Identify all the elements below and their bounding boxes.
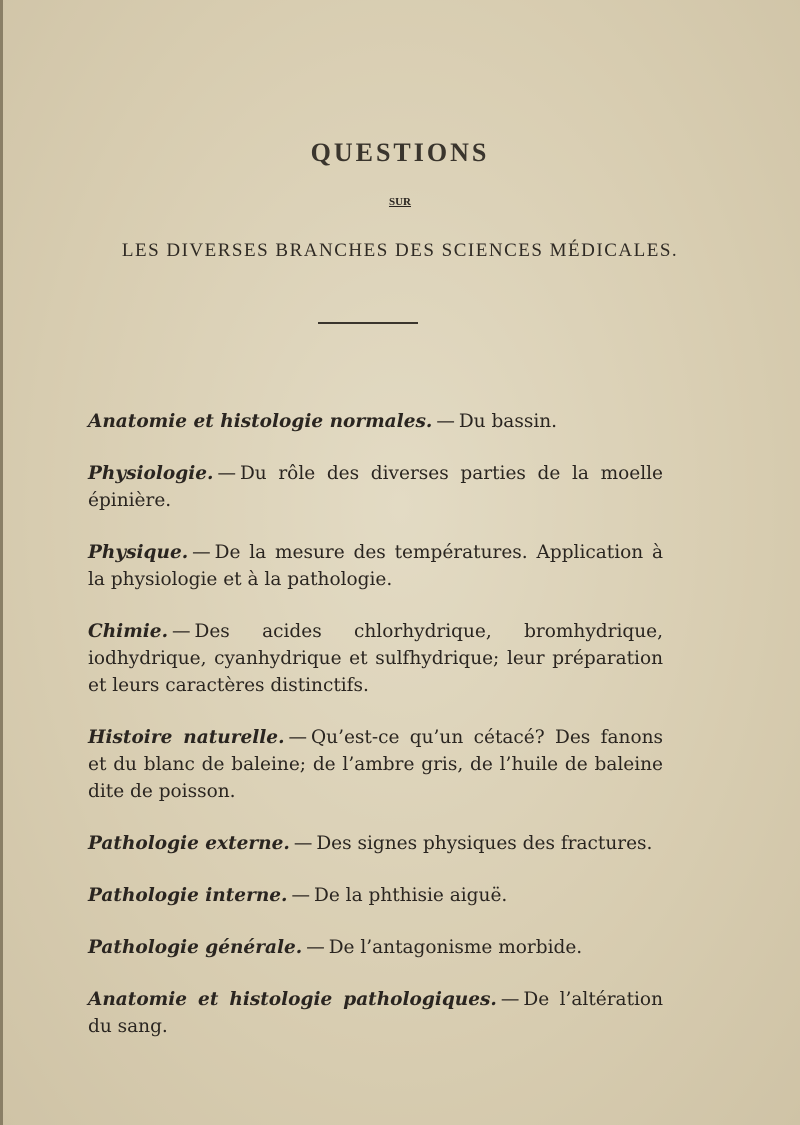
- question-entry: [88, 618, 663, 699]
- entry-dash: —: [192, 542, 211, 563]
- entry-text: De l’altération du sang.: [88, 989, 663, 1037]
- entry-text: Du bassin.: [458, 411, 558, 432]
- entry-subject: Histoire naturelle.: [88, 727, 285, 748]
- entry-subject: Pathologie interne.: [88, 885, 288, 906]
- question-entry: [88, 986, 663, 1040]
- question-entry: [88, 830, 663, 857]
- entry-dash: —: [217, 463, 236, 484]
- entry-subject: Chimie.: [88, 621, 169, 642]
- entry-text: Des acides chlorhydrique, bromhydrique, iodhydrique, cyanhydrique et sulfhydrique; leur préparation et leurs caractères distinctifs.: [88, 621, 663, 696]
- page-title: QUESTIONS: [310, 138, 490, 167]
- title-connector: SUR: [388, 196, 411, 208]
- entry-subject: Anatomie et histologie pathologiques.: [88, 989, 497, 1010]
- entry-text: Des signes physiques des fractures.: [316, 833, 653, 854]
- entry-subject: Physiologie.: [88, 463, 214, 484]
- question-entry: [88, 882, 663, 909]
- entry-subject: Physique.: [88, 542, 189, 563]
- question-entry: [88, 539, 663, 593]
- divider-rule: [318, 322, 418, 324]
- entry-subject: Anatomie et histologie normales.: [88, 411, 433, 432]
- question-list: [88, 408, 663, 1065]
- entry-dash: —: [172, 621, 191, 642]
- entry-dash: —: [306, 937, 325, 958]
- entry-text: Qu’est-ce qu’un cétacé? Des fanons et du blanc de baleine; de l’ambre gris, de l’huile de baleine dite de poisson.: [88, 727, 663, 802]
- page-subtitle: LES DIVERSES BRANCHES DES SCIENCES MÉDICALES.: [121, 240, 679, 261]
- entry-dash: —: [291, 885, 310, 906]
- page-edge: [0, 0, 3, 1125]
- question-entry: [88, 934, 663, 961]
- question-entry: [88, 408, 663, 435]
- entry-text: De la mesure des températures. Application à la physiologie et à la pathologie.: [88, 542, 663, 590]
- entry-text: De la phthisie aiguë.: [313, 885, 508, 906]
- entry-text: Du rôle des diverses parties de la moelle épinière.: [88, 463, 663, 511]
- entry-subject: Pathologie externe.: [88, 833, 290, 854]
- entry-dash: —: [436, 411, 455, 432]
- entry-subject: Pathologie générale.: [88, 937, 303, 958]
- entry-dash: —: [288, 727, 308, 748]
- entry-dash: —: [293, 833, 313, 854]
- entry-dash: —: [500, 989, 520, 1010]
- question-entry: [88, 460, 663, 514]
- entry-text: De l’antagonisme morbide.: [328, 937, 583, 958]
- question-entry: [88, 724, 663, 805]
